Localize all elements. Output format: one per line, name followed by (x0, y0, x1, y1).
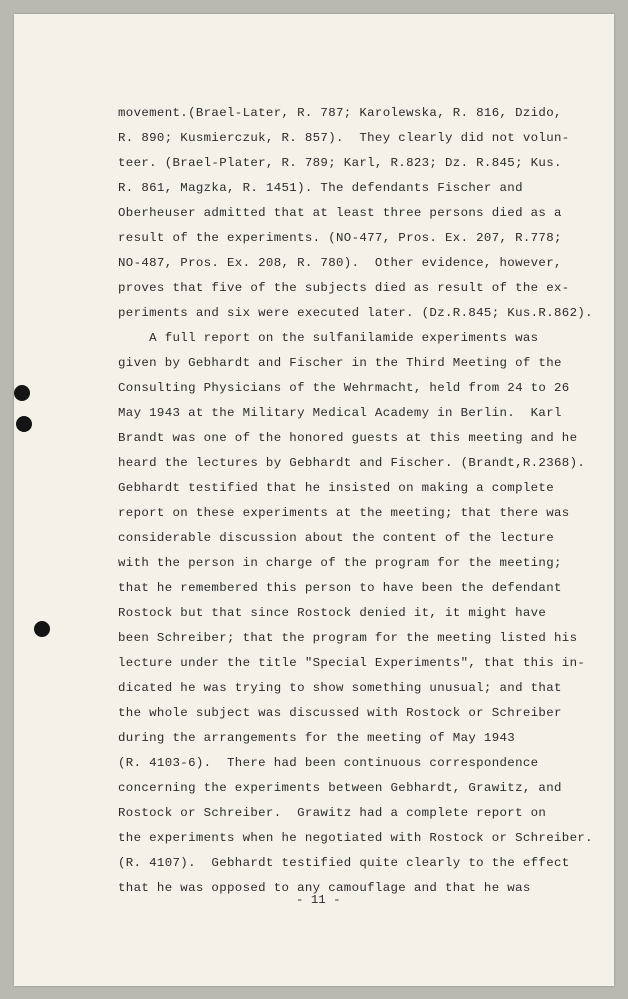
text-line: NO-487, Pros. Ex. 208, R. 780). Other evidence, however, (118, 256, 562, 270)
page-number: - 11 - (296, 893, 341, 907)
text-line: the experiments when he negotiated with Rostock or Schreiber. (118, 831, 593, 845)
text-line: proves that five of the subjects died as result of the ex- (118, 281, 570, 295)
text-line: Brandt was one of the honored guests at this meeting and he (118, 431, 578, 445)
text-line: that he was opposed to any camouflage and that he was (118, 881, 531, 895)
text-line: concerning the experiments between Gebhardt, Grawitz, and (118, 781, 562, 795)
text-line: result of the experiments. (NO-477, Pros. Ex. 207, R.778; (118, 231, 562, 245)
text-line: Oberheuser admitted that at least three persons died as a (118, 206, 562, 220)
text-line: lecture under the title "Special Experiments", that this in- (118, 656, 586, 670)
text-line: Gebhardt testified that he insisted on making a complete (118, 481, 554, 495)
text-line: teer. (Brael-Plater, R. 789; Karl, R.823; Dz. R.845; Kus. (118, 156, 562, 170)
text-line: Consulting Physicians of the Wehrmacht, held from 24 to 26 (118, 381, 570, 395)
text-line: (R. 4103-6). There had been continuous correspondence (118, 756, 539, 770)
text-line: given by Gebhardt and Fischer in the Third Meeting of the (118, 356, 562, 370)
text-line: been Schreiber; that the program for the meeting listed his (118, 631, 578, 645)
text-line: R. 861, Magzka, R. 1451). The defendants Fischer and (118, 181, 523, 195)
text-line: Rostock or Schreiber. Grawitz had a complete report on (118, 806, 547, 820)
text-line: with the person in charge of the program for the meeting; (118, 556, 562, 570)
text-line: movement.(Brael-Later, R. 787; Karolewska, R. 816, Dzido, (118, 106, 562, 120)
punch-hole-bottom (34, 621, 50, 637)
text-line: that he remembered this person to have been the defendant (118, 581, 562, 595)
text-line: report on these experiments at the meeting; that there was (118, 506, 570, 520)
text-line: during the arrangements for the meeting of May 1943 (118, 731, 516, 745)
text-line: heard the lectures by Gebhardt and Fischer. (Brandt,R.2368). (118, 456, 586, 470)
text-line: May 1943 at the Military Medical Academy in Berlin. Karl (118, 406, 562, 420)
punch-hole-middle (16, 416, 32, 432)
text-line: the whole subject was discussed with Rostock or Schreiber (118, 706, 562, 720)
text-line: Rostock but that since Rostock denied it, it might have (118, 606, 547, 620)
text-line: A full report on the sulfanilamide experiments was (118, 331, 539, 345)
text-line: dicated he was trying to show something unusual; and that (118, 681, 562, 695)
text-line: R. 890; Kusmierczuk, R. 857). They clearly did not volun- (118, 131, 570, 145)
text-line: considerable discussion about the content of the lecture (118, 531, 554, 545)
punch-hole-top (14, 385, 30, 401)
text-line: periments and six were executed later. (Dz.R.845; Kus.R.862). (118, 306, 593, 320)
text-line: (R. 4107). Gebhardt testified quite clearly to the effect (118, 856, 570, 870)
